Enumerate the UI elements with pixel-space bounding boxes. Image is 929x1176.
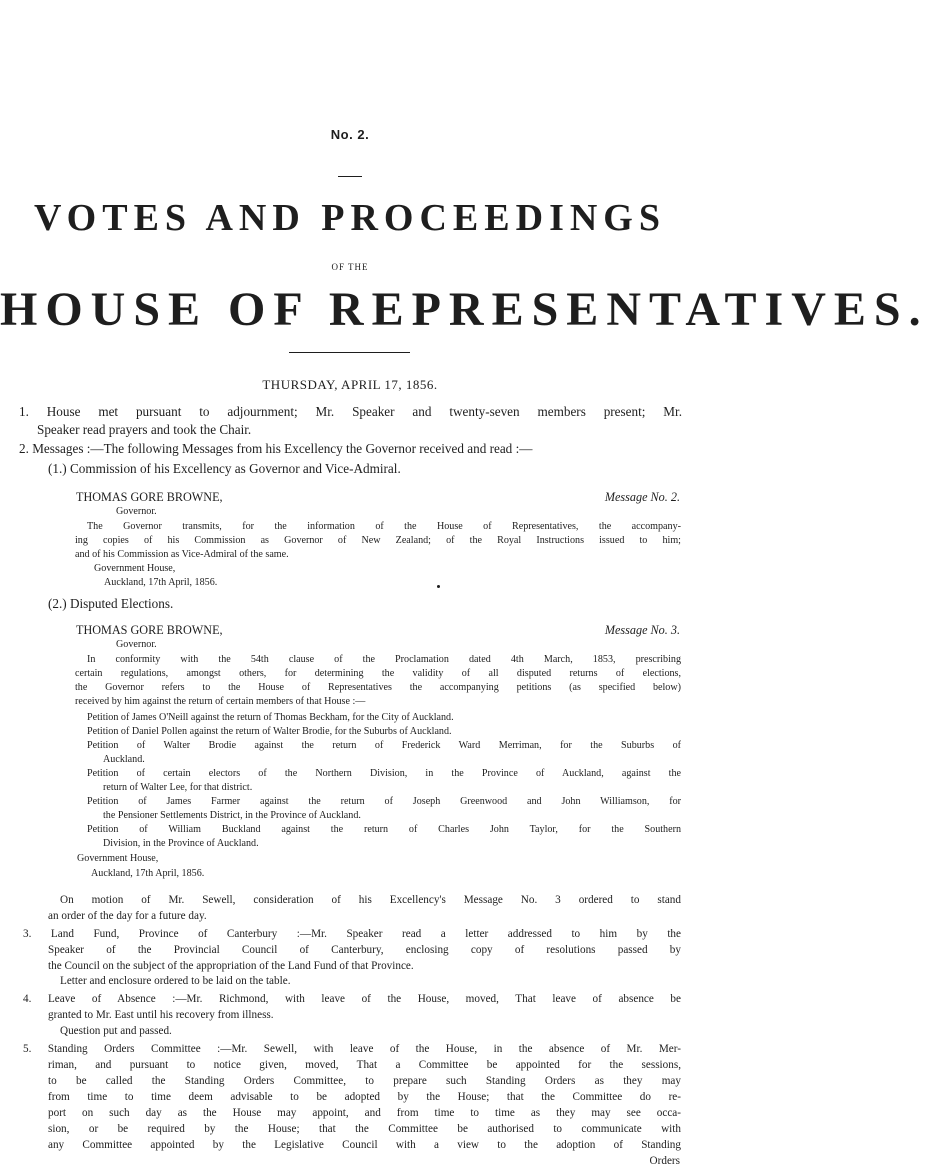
message-3-line-1: In conformity with the 54th clause of the Proclamation dated 4th March, 1853, prescribing	[87, 654, 681, 665]
title-house-of-representatives: HOUSE OF REPRESENTATIVES.	[0, 283, 929, 336]
motion-line-2: an order of the day for a future day.	[48, 910, 207, 922]
message-3-label: Message No. 3.	[604, 623, 680, 637]
petition-4-line-2: return of Walter Lee, for that district.	[103, 782, 253, 793]
item-5-line-1: 5. Standing Orders Committee :—Mr. Sewell, with leave of the House, in the absence of Mr. Mer-	[23, 1043, 681, 1055]
item-3-line-3: the Council on the subject of the appropriation of the Land Fund of that Province.	[48, 960, 414, 972]
item-1-line-1: 1. House met pursuant to adjournment; Mr. Speaker and twenty-seven members present; Mr.	[19, 404, 682, 419]
page-number: No. 2.	[330, 127, 370, 142]
message-2-label: Message No. 2.	[604, 490, 680, 504]
title-votes-and-proceedings: VOTES AND PROCEEDINGS	[33, 197, 666, 239]
item-2-line-1: 2. Messages :—The following Messages from his Excellency the Governor received and read :—	[19, 441, 533, 456]
message-2-place-date: Auckland, 17th April, 1856.	[104, 577, 218, 588]
item-5-line-6: sion, or be required by the House; that the Committee be authorised to communicate with	[48, 1123, 681, 1135]
title-of-the: OF THE	[331, 262, 369, 272]
item-5-line-2: riman, and pursuant to notice given, moved, That a Committee be appointed for the sessions,	[48, 1059, 681, 1071]
message-2-line-1: The Governor transmits, for the information of the House of Representatives, the accompany-	[87, 521, 681, 532]
petition-4-line-1: Petition of certain electors of the Northern Division, in the Province of Auckland, against the	[87, 768, 681, 779]
sitting-date: THURSDAY, APRIL 17, 1856.	[262, 377, 438, 392]
item-1-line-2: Speaker read prayers and took the Chair.	[37, 422, 252, 437]
ink-speck	[437, 585, 440, 588]
message-3-governor: Governor.	[116, 639, 157, 650]
message-3-line-2: certain regulations, amongst others, for determining the validity of all disputed returns of elections,	[75, 668, 681, 679]
item-3-line-2: Speaker of the Provincial Council of Canterbury, enclosing copy of resolutions passed by	[48, 944, 681, 956]
item-2-subhead-2: (2.) Disputed Elections.	[48, 596, 174, 611]
title-rule	[289, 352, 410, 353]
message-2-line-3: and of his Commission as Vice-Admiral of the same.	[75, 549, 289, 560]
petition-3-line-2: Auckland.	[103, 754, 145, 765]
message-2-governor: Governor.	[116, 506, 157, 517]
petition-6-line-2: Division, in the Province of Auckland.	[103, 838, 259, 849]
item-5-line-5: port on such day as the House may appoint, and from time to time as they may see occa-	[48, 1107, 681, 1119]
message-3-government-house: Government House,	[77, 853, 159, 864]
petition-2: Petition of Daniel Pollen against the return of Walter Brodie, for the Suburbs of Auckland.	[87, 726, 452, 737]
message-3-line-4: received by him against the return of certain members of that House :—	[75, 696, 366, 707]
catchword: Orders	[649, 1155, 680, 1167]
item-5-line-3: to be called the Standing Orders Committee, to prepare such Standing Orders as they may	[48, 1075, 681, 1087]
item-3-line-1: 3. Land Fund, Province of Canterbury :—Mr. Speaker read a letter addressed to him by the	[23, 928, 681, 940]
message-2-line-2: ing copies of his Commission as Governor of New Zealand; of the Royal Instructions issued to him;	[75, 535, 681, 546]
item-4-line-1: 4. Leave of Absence :—Mr. Richmond, with leave of the House, moved, That leave of absence be	[23, 993, 681, 1005]
message-3-place-date: Auckland, 17th April, 1856.	[91, 868, 205, 879]
item-2-subhead-1: (1.) Commission of his Excellency as Governor and Vice-Admiral.	[48, 461, 401, 476]
item-4-line-3: Question put and passed.	[60, 1025, 172, 1037]
item-4-line-2: granted to Mr. East until his recovery from illness.	[48, 1009, 274, 1021]
item-5-line-7: any Committee appointed by the Legislative Council with a view to the adoption of Standing	[48, 1139, 681, 1151]
petition-6-line-1: Petition of William Buckland against the return of Charles John Taylor, for the Southern	[87, 824, 681, 835]
petition-3-line-1: Petition of Walter Brodie against the return of Frederick Ward Merriman, for the Suburbs of	[87, 740, 681, 751]
message-3-signature: THOMAS GORE BROWNE,	[76, 623, 223, 637]
item-3-line-4: Letter and enclosure ordered to be laid on the table.	[60, 975, 291, 987]
petition-5-line-2: the Pensioner Settlements District, in the Province of Auckland.	[103, 810, 361, 821]
motion-line-1: On motion of Mr. Sewell, consideration of his Excellency's Message No. 3 ordered to stand	[60, 894, 681, 906]
message-3-line-3: the Governor refers to the House of Representatives the accompanying petitions (as specified below)	[75, 682, 681, 693]
short-rule	[338, 176, 362, 177]
message-2-government-house: Government House,	[94, 563, 176, 574]
petition-5-line-1: Petition of James Farmer against the return of Joseph Greenwood and John Williamson, for	[87, 796, 681, 807]
message-2-signature: THOMAS GORE BROWNE,	[76, 490, 223, 504]
petition-1: Petition of James O'Neill against the return of Thomas Beckham, for the City of Auckland.	[87, 712, 454, 723]
item-5-line-4: from time to time deem advisable to be adopted by the House; that the Committee do re-	[48, 1091, 681, 1103]
